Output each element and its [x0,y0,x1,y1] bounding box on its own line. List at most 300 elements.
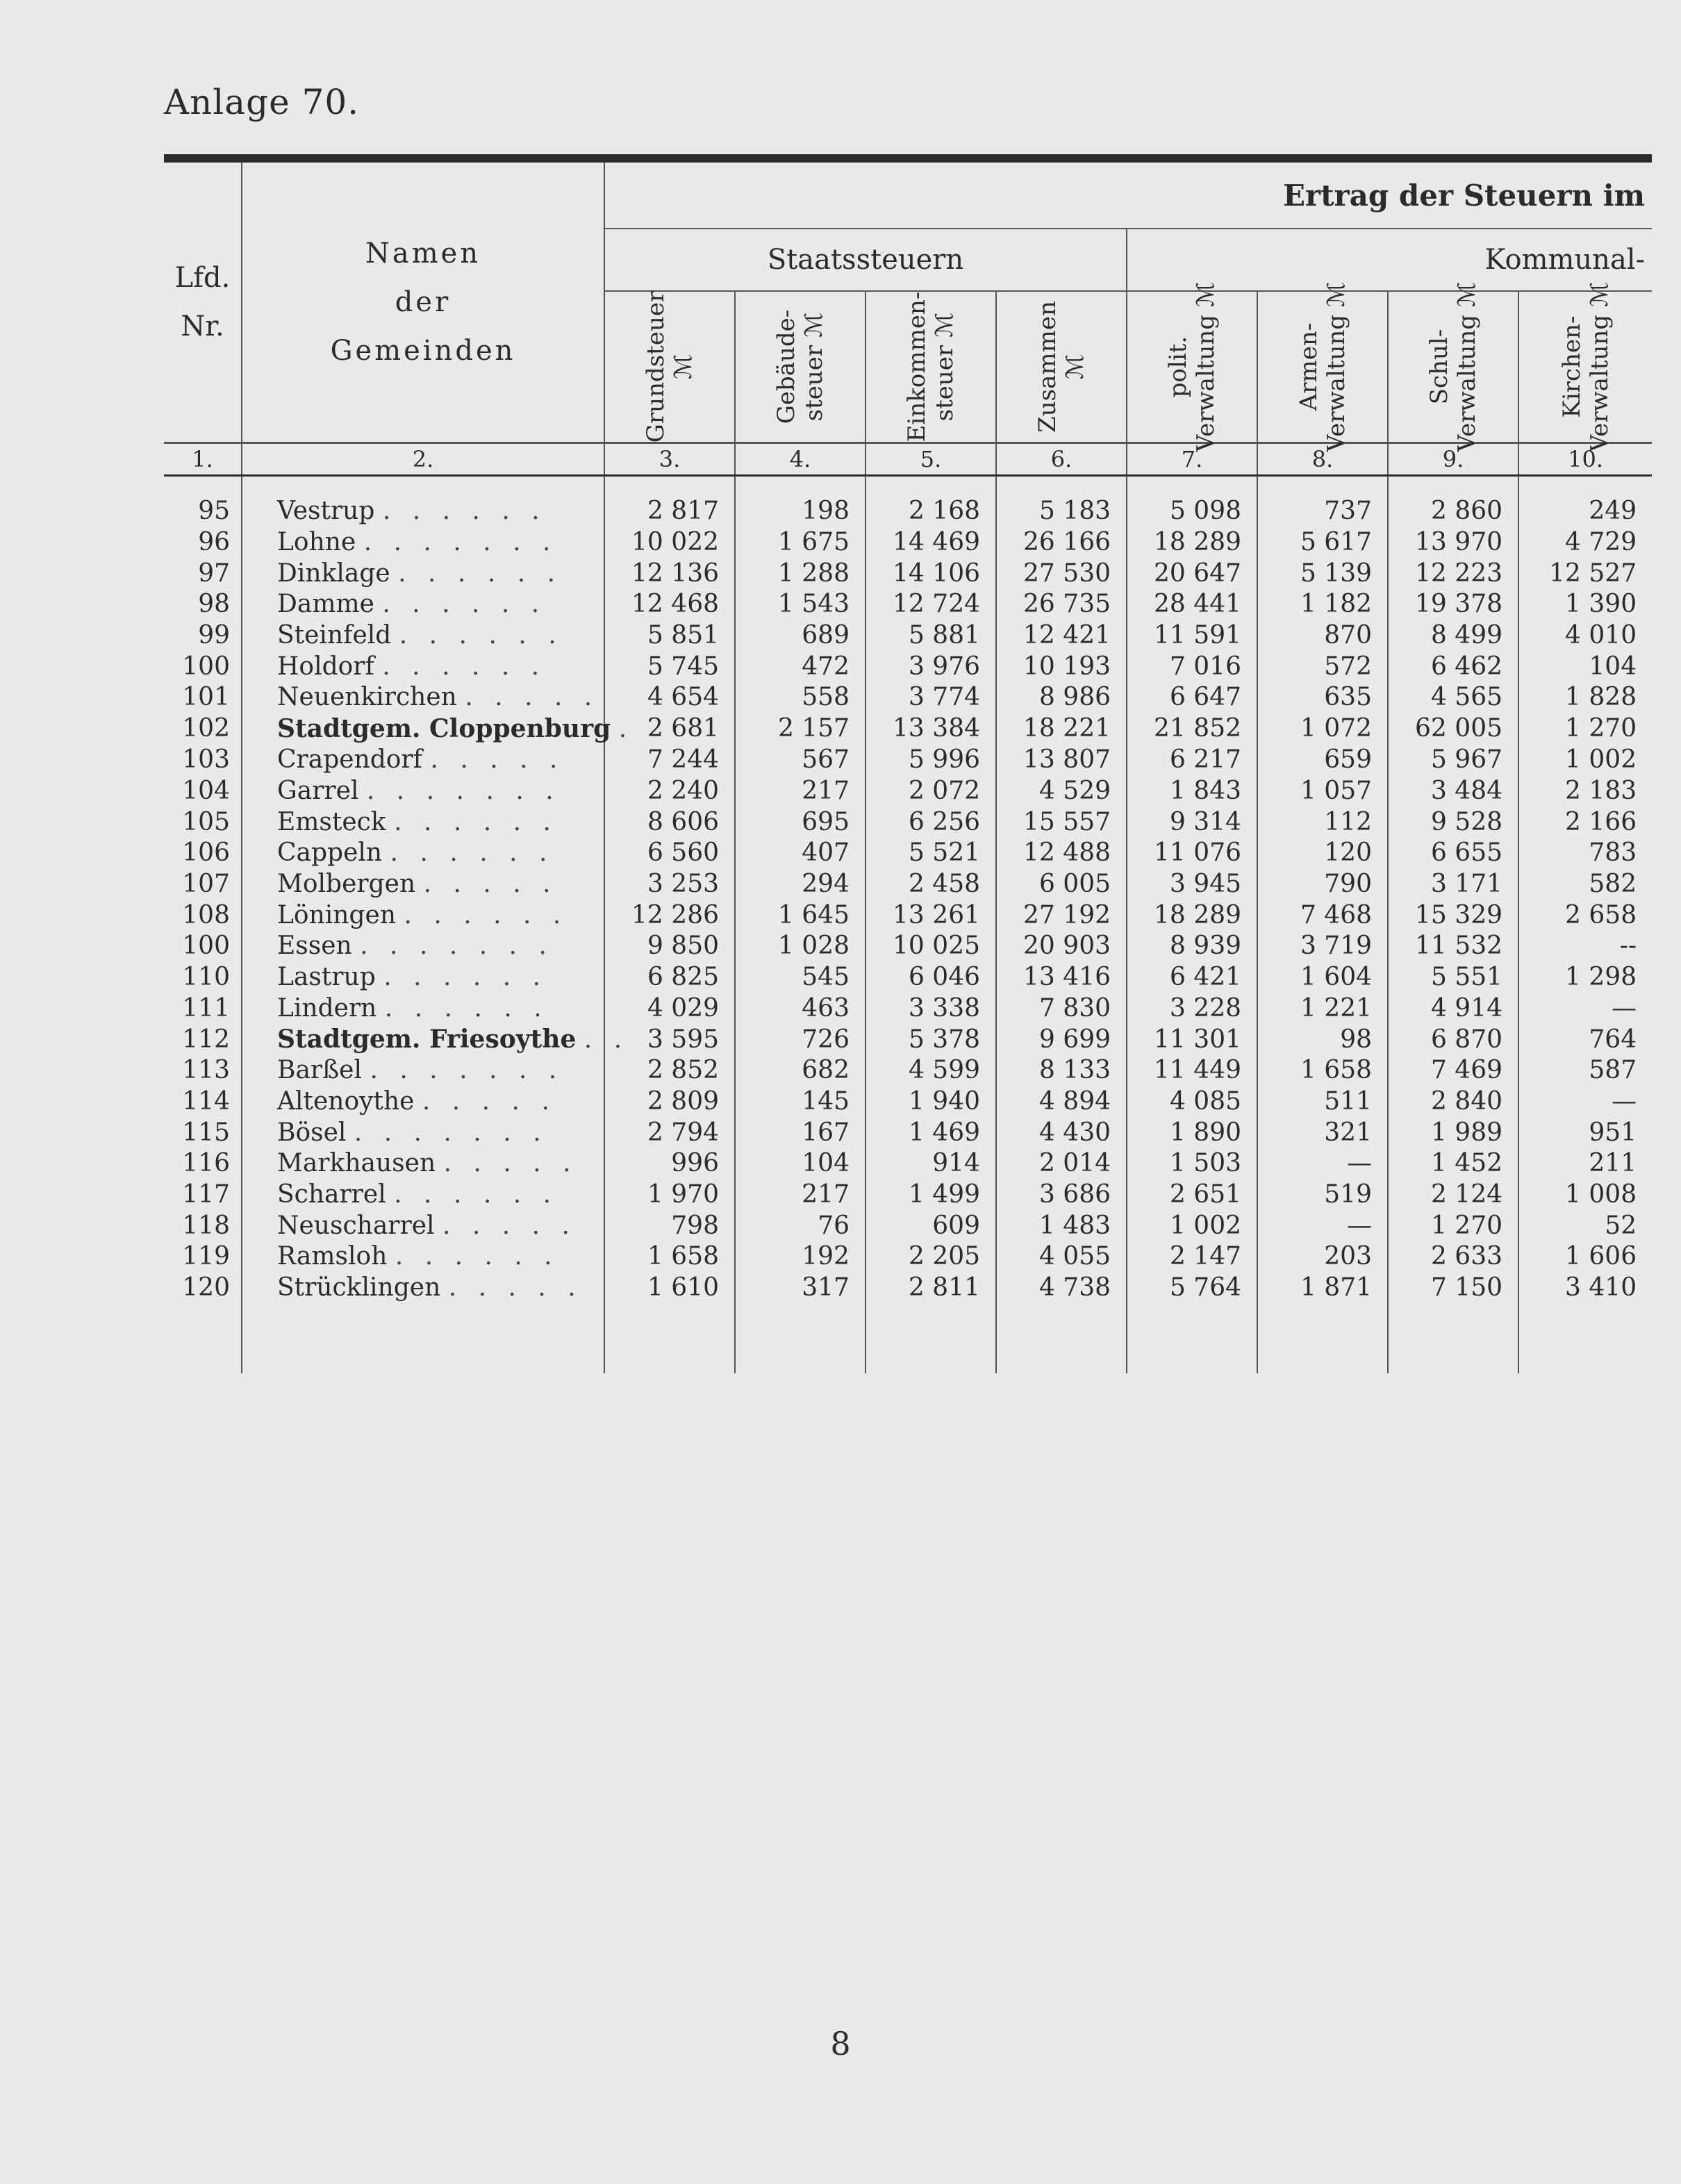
value-cell-col-5: 2 072 [866,776,996,807]
municipality-name: Strücklingen [277,1273,441,1302]
table-row [164,745,1652,776]
municipality-cell [242,651,604,682]
value-cell-col-4: 682 [735,1055,866,1086]
municipality-name: Garrel [277,776,359,805]
row-number: 102 [164,713,242,745]
value-cell-col-4: 192 [735,1241,866,1273]
value-cell-col-6: 1 483 [996,1210,1127,1241]
value-cell-col-8: 1 182 [1257,589,1388,620]
row-number: 106 [164,838,242,869]
column-header-text [1558,282,1614,452]
col-name-header-line1: Namen [365,238,481,270]
value-cell-col-3: 12 286 [604,900,735,931]
value-cell-col-3: 4 029 [604,993,735,1024]
row-number: 95 [164,496,242,527]
value-cell-col-3: 3 595 [604,1024,735,1055]
value-cell-col-8: 659 [1257,745,1388,776]
col-name-header [242,163,604,443]
column-number: 9. [1388,443,1518,476]
value-cell-col-7: 21 852 [1127,713,1257,745]
column-number: 7. [1127,443,1257,476]
leader-dots: . . [583,1025,629,1054]
row-number: 108 [164,900,242,931]
annex-label: Anlage 70. [164,82,360,122]
municipality-cell [242,1180,604,1211]
value-cell-col-4: 2 157 [735,713,866,745]
column-header-line1: Gebäude- [772,309,800,424]
value-cell-col-3: 2 240 [604,776,735,807]
leader-dots: . . . . . [430,745,565,775]
super-header: Ertrag der Steuern im [604,163,1652,229]
municipality-cell [242,993,604,1024]
value-cell-col-10: 249 [1589,497,1637,526]
value-cell-col-9: 5 551 [1388,962,1518,993]
value-cell-col-7: 11 449 [1127,1055,1257,1086]
value-cell-col-9: 4 914 [1388,993,1518,1024]
empty-cell [1388,1304,1518,1373]
column-header-line2: ℳ [670,354,697,380]
value-cell-col-7: 28 441 [1127,589,1257,620]
value-cell-col-3: 10 022 [604,527,735,559]
col-nr-header-line2: Nr. [181,311,224,342]
leader-dots: . . . . . [442,1211,577,1240]
value-cell-col-9: 15 329 [1388,900,1518,931]
value-cell-col-7: 6 647 [1127,682,1257,713]
leader-dots: . . . . . . [382,652,547,681]
column-header-line1: Schul- [1425,329,1453,405]
row-number: 118 [164,1210,242,1241]
municipality-cell [242,1241,604,1273]
value-cell-col-9: 19 378 [1388,589,1518,620]
leader-dots: . . . . . [423,869,558,898]
col-nr-header [164,163,242,443]
column-header-text [1164,282,1220,452]
value-cell-col-10: 3 410 [1565,1273,1637,1302]
column-header-7 [1127,281,1257,452]
leader-dots: . . . . . . [384,993,549,1023]
value-cell-col-10: 1 008 [1565,1180,1637,1209]
value-cell-col-3: 798 [604,1210,735,1241]
value-cell-col-3: 6 825 [604,962,735,993]
value-cell-col-4: 695 [735,806,866,838]
value-cell-col-3: 1 658 [604,1241,735,1273]
municipality-cell [242,745,604,776]
col-name-header-line3: Gemeinden [330,335,516,367]
row-number: 116 [164,1148,242,1180]
value-cell-col-3: 6 560 [604,838,735,869]
municipality-cell [242,962,604,993]
value-cell-col-8: 7 468 [1257,900,1388,931]
value-cell-col-10: 211 [1589,1149,1637,1178]
empty-cell [1127,1304,1257,1373]
value-cell-col-8: 511 [1257,1086,1388,1118]
leader-dots: . . . . . . [399,621,563,650]
municipality-name: Barßel [277,1056,362,1085]
value-cell-col-6: 15 557 [996,806,1127,838]
table-row [164,1241,1652,1273]
value-cell-col-6: 4 529 [996,776,1127,807]
value-cell-col-8: 120 [1257,838,1388,869]
value-cell-col-6: 9 699 [996,1024,1127,1055]
municipality-cell [242,869,604,900]
value-cell-col-8: 1 057 [1257,776,1388,807]
empty-cell [866,476,996,497]
value-cell-col-9: 2 860 [1388,496,1518,527]
row-number: 103 [164,745,242,776]
municipality-name: Ramsloh [277,1242,388,1271]
value-cell-col-5: 3 774 [866,682,996,713]
value-cell-col-7: 5 098 [1127,496,1257,527]
municipality-name: Emsteck [277,807,386,836]
value-cell-col-9: 2 840 [1388,1086,1518,1118]
top-rule [164,154,1652,163]
value-cell-col-10: 1 390 [1565,590,1637,619]
municipality-name: Scharrel [277,1180,386,1209]
empty-cell [604,1304,735,1373]
value-cell-col-6: 27 192 [996,900,1127,931]
table-row [164,1210,1652,1241]
column-header-text [642,291,697,442]
municipality-name: Stadtgem. Friesoythe [277,1025,577,1054]
value-cell-col-6: 13 807 [996,745,1127,776]
table-row [164,806,1652,838]
column-header-line2: steuer ℳ [800,312,828,422]
column-header-line1: Grundsteuer [642,290,670,443]
municipality-cell [242,806,604,838]
empty-cell [1518,1304,1652,1373]
empty-cell [242,476,604,497]
value-cell-col-8: 112 [1257,806,1388,838]
value-cell-col-8: 321 [1257,1117,1388,1148]
value-cell-col-5: 12 724 [866,589,996,620]
empty-cell [1518,476,1652,497]
table-row [164,527,1652,559]
municipality-cell [242,1210,604,1241]
group-state-header: Staatssteuern [604,229,1127,291]
value-cell-col-9: 2 633 [1388,1241,1518,1273]
value-cell-col-5: 1 940 [866,1086,996,1118]
municipality-name: Löningen [277,900,396,929]
value-cell-col-7: 2 651 [1127,1180,1257,1211]
municipality-name: Holdorf [277,652,374,681]
value-cell-col-8: 519 [1257,1180,1388,1211]
municipality-cell [242,558,604,589]
column-header-9 [1388,281,1518,452]
municipality-name: Essen [277,932,352,961]
value-cell-col-6: 26 166 [996,527,1127,559]
value-cell-col-3: 996 [604,1148,735,1180]
value-cell-col-7: 1 002 [1127,1210,1257,1241]
row-number: 117 [164,1180,242,1211]
empty-cell [164,476,242,497]
value-cell-col-7: 3 945 [1127,869,1257,900]
value-cell-col-5: 1 469 [866,1117,996,1148]
value-cell-col-7: 4 085 [1127,1086,1257,1118]
empty-cell [866,1304,996,1373]
table-row [164,682,1652,713]
value-cell-col-8: — [1257,1210,1388,1241]
empty-cell [996,1304,1127,1373]
municipality-name: Cappeln [277,838,383,868]
value-cell-col-4: 726 [735,1024,866,1055]
value-cell-col-7: 2 147 [1127,1241,1257,1273]
leader-dots: . . . . . [448,1273,583,1302]
value-cell-col-3: 2 852 [604,1055,735,1086]
value-cell-col-9: 11 532 [1388,931,1518,962]
value-cell-col-10: 4 729 [1565,528,1637,557]
value-cell-col-4: 294 [735,869,866,900]
row-number: 104 [164,776,242,807]
row-number: 105 [164,806,242,838]
row-number: 110 [164,962,242,993]
municipality-cell [242,776,604,807]
page-number: 8 [830,2025,851,2062]
leader-dots: . . . . . . . [363,528,558,557]
municipality-name: Markhausen [277,1149,436,1178]
value-cell-col-5: 14 469 [866,527,996,559]
table-row [164,496,1652,527]
row-number: 111 [164,993,242,1024]
municipality-name: Stadtgem. Cloppenburg [277,713,611,743]
value-cell-col-8: 737 [1257,496,1388,527]
value-cell-col-8: — [1257,1148,1388,1180]
value-cell-col-7: 9 314 [1127,806,1257,838]
municipality-name: Vestrup [277,497,375,526]
value-cell-col-3: 12 468 [604,589,735,620]
table-row [164,900,1652,931]
leader-dots: . . . . . . [395,1242,559,1271]
municipality-name: Damme [277,590,374,619]
value-cell-col-3: 8 606 [604,806,735,838]
column-number: 2. [242,443,604,476]
value-cell-col-10: 582 [1589,869,1637,898]
value-cell-col-8: 1 072 [1257,713,1388,745]
column-header-line2: ℳ [1061,354,1089,380]
value-cell-col-3: 5 851 [604,620,735,652]
value-cell-col-7: 7 016 [1127,651,1257,682]
value-cell-col-6: 18 221 [996,713,1127,745]
value-cell-col-8: 790 [1257,869,1388,900]
value-cell-col-6: 20 903 [996,931,1127,962]
value-cell-col-10: 52 [1605,1211,1637,1240]
value-cell-col-3: 5 745 [604,651,735,682]
value-cell-col-5: 609 [866,1210,996,1241]
municipality-name: Lohne [277,528,356,557]
value-cell-col-9: 2 124 [1388,1180,1518,1211]
value-cell-col-9: 9 528 [1388,806,1518,838]
value-cell-col-3: 3 253 [604,869,735,900]
value-cell-col-7: 1 890 [1127,1117,1257,1148]
leader-dots: . . . . . . . [360,932,554,961]
value-cell-col-6: 12 488 [996,838,1127,869]
value-cell-col-4: 1 645 [735,900,866,931]
leader-dots: . . . . . . . [354,1118,548,1147]
value-cell-col-9: 7 150 [1388,1273,1518,1304]
empty-cell [242,1304,604,1373]
municipality-cell [242,931,604,962]
value-cell-col-5: 2 811 [866,1273,996,1304]
municipality-name: Altenoythe [277,1087,415,1116]
row-number: 107 [164,869,242,900]
value-cell-col-5: 14 106 [866,558,996,589]
value-cell-col-7: 6 217 [1127,745,1257,776]
value-cell-col-4: 472 [735,651,866,682]
tax-table-container [164,154,1652,1373]
value-cell-col-5: 13 261 [866,900,996,931]
column-number: 4. [735,443,866,476]
value-cell-col-8: 572 [1257,651,1388,682]
table-row [164,869,1652,900]
value-cell-col-5: 2 205 [866,1241,996,1273]
value-cell-col-8: 635 [1257,682,1388,713]
row-number: 120 [164,1273,242,1304]
municipality-name: Neuscharrel [277,1211,435,1240]
column-header-line2: Verwaltung ℳ [1585,281,1614,452]
value-cell-col-4: 689 [735,620,866,652]
empty-cell [1257,1304,1388,1373]
value-cell-col-6: 2 014 [996,1148,1127,1180]
municipality-name: Neuenkirchen [277,683,457,712]
value-cell-col-8: 870 [1257,620,1388,652]
empty-cell [996,476,1127,497]
row-number: 113 [164,1055,242,1086]
table-row [164,620,1652,652]
column-header-line1: Armen- [1295,322,1323,411]
value-cell-col-5: 6 046 [866,962,996,993]
municipality-cell [242,1024,629,1055]
municipality-cell [242,1148,604,1180]
value-cell-col-8: 1 871 [1257,1273,1388,1304]
value-cell-col-10: 1 298 [1565,962,1637,991]
value-cell-col-4: 1 675 [735,527,866,559]
column-header-text [1034,301,1089,433]
value-cell-col-7: 5 764 [1127,1273,1257,1304]
municipality-name: Lastrup [277,962,376,991]
empty-cell [604,476,735,497]
col-nr-header-line1: Lfd. [174,262,231,294]
value-cell-col-4: 1 543 [735,589,866,620]
value-cell-col-10: 2 183 [1565,776,1637,805]
municipality-cell [242,1273,604,1304]
value-cell-col-10: 104 [1589,652,1637,681]
table-row [164,1055,1652,1086]
empty-cell [1257,476,1388,497]
value-cell-col-9: 6 462 [1388,651,1518,682]
leader-dots: . . . . . [422,1087,556,1116]
value-cell-col-9: 3 484 [1388,776,1518,807]
value-cell-col-3: 1 610 [604,1273,735,1304]
municipality-name: Dinklage [277,559,390,588]
value-cell-col-5: 5 521 [866,838,996,869]
leader-dots: . . . . . . [404,900,568,929]
value-cell-col-8: 5 139 [1257,558,1388,589]
table-row [164,993,1652,1024]
table-row [164,589,1652,620]
value-cell-col-7: 11 076 [1127,838,1257,869]
column-header-line2: Verwaltung ℳ [1323,281,1350,452]
value-cell-col-7: 8 939 [1127,931,1257,962]
leader-dots: . [618,714,634,743]
value-cell-col-3: 2 809 [604,1086,735,1118]
value-cell-col-10: 951 [1589,1118,1637,1147]
value-cell-col-8: 1 221 [1257,993,1388,1024]
column-header-5 [866,291,996,443]
value-cell-col-6: 4 894 [996,1086,1127,1118]
value-cell-col-10: -- [1619,932,1637,961]
leader-dots: . . . . . . . [366,776,561,805]
row-number: 101 [164,682,242,713]
empty-cell [164,1304,242,1373]
municipality-name: Lindern [277,993,377,1023]
col-name-header-line2: der [395,286,452,318]
column-number: 6. [996,443,1127,476]
value-cell-col-4: 1 288 [735,558,866,589]
value-cell-col-6: 12 421 [996,620,1127,652]
empty-cell [735,1304,866,1373]
value-cell-col-7: 20 647 [1127,558,1257,589]
value-cell-col-5: 5 378 [866,1024,996,1055]
group-communal-header: Kommunal- [1127,229,1652,291]
value-cell-col-7: 1 503 [1127,1148,1257,1180]
value-cell-col-4: 317 [735,1273,866,1304]
value-cell-col-9: 6 655 [1388,838,1518,869]
value-cell-col-8: 1 604 [1257,962,1388,993]
value-cell-col-7: 18 289 [1127,527,1257,559]
value-cell-col-7: 1 843 [1127,776,1257,807]
table-row [164,1117,1652,1148]
column-header-text [1425,282,1481,452]
column-header-4 [735,291,866,443]
value-cell-col-4: 463 [735,993,866,1024]
empty-cell [735,476,866,497]
column-number: 8. [1257,443,1388,476]
value-cell-col-4: 567 [735,745,866,776]
value-cell-col-4: 558 [735,682,866,713]
value-cell-col-10: 783 [1589,838,1637,868]
table-row [164,558,1652,589]
value-cell-col-5: 914 [866,1148,996,1180]
value-cell-col-6: 7 830 [996,993,1127,1024]
value-cell-col-6: 10 193 [996,651,1127,682]
value-cell-col-5: 10 025 [866,931,996,962]
municipality-cell [242,682,604,713]
leader-dots: . . . . . . [382,497,547,526]
leader-dots: . . . . . [465,683,599,712]
municipality-name: Molbergen [277,869,416,898]
value-cell-col-9: 7 469 [1388,1055,1518,1086]
municipality-cell [242,620,604,652]
row-number: 119 [164,1241,242,1273]
row-number: 114 [164,1086,242,1118]
value-cell-col-6: 8 986 [996,682,1127,713]
column-header-line1: Einkommen- [903,291,931,442]
leader-dots: . . . . . . [390,838,554,868]
column-number: 10. [1518,443,1652,476]
municipality-cell [242,1117,604,1148]
value-cell-col-7: 6 421 [1127,962,1257,993]
value-cell-col-3: 2 681 [604,713,735,745]
value-cell-col-7: 11 591 [1127,620,1257,652]
value-cell-col-7: 18 289 [1127,900,1257,931]
value-cell-col-4: 217 [735,776,866,807]
value-cell-col-5: 3 976 [866,651,996,682]
value-cell-col-4: 198 [735,496,866,527]
row-number: 97 [164,558,242,589]
value-cell-col-9: 1 989 [1388,1117,1518,1148]
value-cell-col-3: 9 850 [604,931,735,962]
column-header-3 [604,291,735,443]
municipality-cell [242,1055,604,1086]
